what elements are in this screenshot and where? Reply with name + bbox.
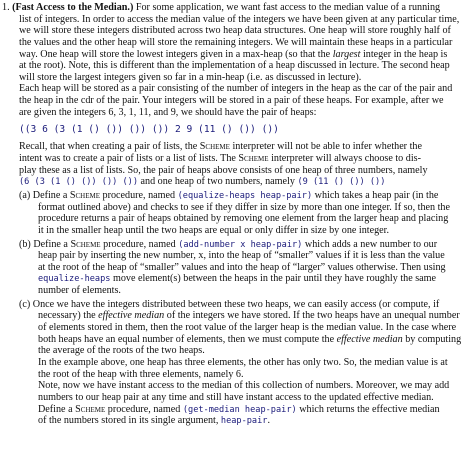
text-line (0, 415, 474, 427)
text-line (0, 369, 474, 381)
text-run: which takes a heap pair (in the (312, 189, 439, 201)
text-run: procedure returns a pair of heaps obtained by removing one element from the larger heap and placing (38, 213, 449, 225)
text-line (0, 285, 474, 297)
text-run: 1. (2, 2, 13, 13)
text-line (0, 262, 474, 274)
text-line (0, 299, 474, 311)
text-line (0, 72, 474, 84)
text-line (0, 239, 474, 251)
text-line (0, 404, 474, 416)
text-run: of the numbers stored in its single argument, (38, 415, 221, 427)
text-line (0, 273, 474, 285)
text-run: at the root of the heap of “smaller” values and into the heap of “larger” values otherwise. Then using (38, 261, 446, 273)
text-run: will store the largest integers given so far in a min-heap (i.e. as discussed in lecture). (19, 71, 362, 83)
text-line (0, 202, 474, 214)
text-run: the heap in the cdr of the pair. Your integers will be stored in a pair of these heaps. For example, after we (19, 95, 444, 107)
text-line (0, 176, 474, 188)
scheme-name: Scheme (75, 403, 106, 415)
text-run: by computing (402, 333, 462, 345)
text-run: interpreter will not be able to infer whether the (229, 141, 422, 153)
text-line (0, 83, 474, 95)
text-run: (c) Once we have the integers distributed between these two heaps, we can easily access (or compute, if (19, 298, 440, 310)
text-line (0, 49, 474, 61)
text-run: . (267, 415, 270, 427)
inline-code: (add-number x heap-pair) (178, 239, 303, 250)
text-line (0, 357, 474, 369)
text-run: it in the smaller heap until the two heaps are equal or only differ in size by one integer. (38, 224, 389, 236)
text-run: interpreter will always choose to dis- (268, 153, 421, 165)
text-run: are given the integers 6, 3, 1, 11, and 9, we should have the pair of heaps: (19, 106, 317, 118)
example-heap-pair-code (0, 122, 474, 137)
text-run: numbers to our heap pair at any time and still have instant access to the updated effective median. (38, 391, 434, 403)
text-line (0, 190, 474, 202)
text-run: way. One heap will store the lowest integers given in a max-heap (so that the (19, 48, 333, 60)
text-run: intent was to create a pair of lists or a list of lists. The (19, 153, 239, 165)
text-run: of the integers we have stored. If the two heaps have an unequal number (164, 310, 460, 322)
emphasis-text: largest (332, 48, 361, 60)
inline-code: (6 (3 (1 () ()) ()) ()) (19, 177, 138, 188)
text-line (0, 165, 474, 177)
emphasis-text: effective median (98, 310, 165, 322)
inline-code: heap-pair (220, 416, 268, 427)
text-line (0, 334, 474, 346)
problem-document (0, 2, 474, 427)
text-line (0, 37, 474, 49)
inline-code: (equalize-heaps heap-pair) (177, 190, 313, 201)
text-line (0, 14, 474, 26)
inline-code: (get-median heap-pair) (182, 404, 297, 415)
emphasis-text: effective median (336, 333, 403, 345)
text-run: Define a (38, 403, 76, 415)
text-run: the average of the roots of the two heaps. (38, 345, 205, 357)
inline-code: equalize-heaps (38, 274, 111, 285)
scheme-name: Scheme (69, 189, 101, 201)
text-line (0, 2, 474, 14)
text-line (0, 310, 474, 322)
text-run: of elements stored in them, then the root value of the larger heap is the median value. In the case where (38, 322, 457, 334)
code-text: ((3 6 (3 (1 () ()) ()) ()) 2 9 (11 () ()) ()) (19, 124, 279, 136)
text-run: at the root). Note, this is different than the implementation of a heap discussed in lecture. The second heap (19, 60, 450, 72)
text-line (0, 107, 474, 119)
text-line (0, 225, 474, 237)
text-run: (b) Define a (19, 238, 71, 250)
text-run: procedure, named (105, 403, 183, 415)
text-line (0, 322, 474, 334)
text-run: list of integers. In order to access the median value of the integers we have been given at any particular time, (19, 13, 460, 25)
text-run: For some application, we want fast access to the median value of a running (133, 2, 441, 13)
text-run: which adds a new number to our (302, 238, 438, 250)
text-run: procedure, named (100, 238, 179, 250)
text-line (0, 213, 474, 225)
inline-code: (9 (11 () ()) ()) (297, 177, 386, 188)
text-run: heap pair by inserting the new number, x, into the heap of “smaller” values if it is less than the value (38, 250, 445, 262)
problem-title: (Fast Access to the Median.) (12, 2, 134, 13)
text-run: Note, now we have instant access to the median of this collection of numbers. Moreover, we may add (38, 380, 450, 392)
text-run: move element(s) between the heaps in the pair until they have roughly the same (110, 273, 437, 285)
text-line (0, 95, 474, 107)
text-line (0, 153, 474, 165)
text-run: the root of the heap with three elements, namely 6. (38, 368, 244, 380)
text-run: play these as a list of lists. So, the pair of heaps above consists of one heap of three numbers, namely (19, 164, 428, 176)
text-line (0, 25, 474, 37)
text-run: we will store these integers distributed across two heap data structures. One heap will store roughly half of (19, 25, 451, 37)
text-run: In the example above, one heap has three elements, the other has only two. So, the median value is at (38, 356, 448, 368)
text-run: procedure, named (100, 189, 178, 201)
text-line (0, 250, 474, 262)
text-line (0, 380, 474, 392)
text-line (0, 392, 474, 404)
text-line (0, 345, 474, 357)
scheme-name: Scheme (199, 141, 230, 153)
text-run: number of elements. (38, 285, 121, 297)
text-run: necessary) the (38, 310, 99, 322)
text-run: Recall, that when creating a pair of lists, the (19, 141, 200, 153)
text-run: both heaps have an equal number of elements, then we must compute the (38, 333, 337, 345)
text-run: integer in the heap is (360, 48, 448, 60)
text-run: and one heap of two numbers, namely (138, 176, 298, 188)
scheme-name: Scheme (238, 153, 269, 165)
text-run: the values and the other heap will store the remaining integers. We will maintain these heaps in a particular (19, 36, 453, 48)
text-line (0, 141, 474, 153)
text-run: format outlined above) and checks to see if they differ in size by more than one integer. If so, then the (38, 201, 450, 213)
text-line (0, 60, 474, 72)
text-run: Each heap will be stored as a pair consisting of the number of integers in the heap as the car of the pair and (19, 83, 453, 95)
text-run: (a) Define a (19, 189, 70, 201)
scheme-name: Scheme (70, 238, 101, 250)
text-run: which returns the effective median (296, 403, 440, 415)
